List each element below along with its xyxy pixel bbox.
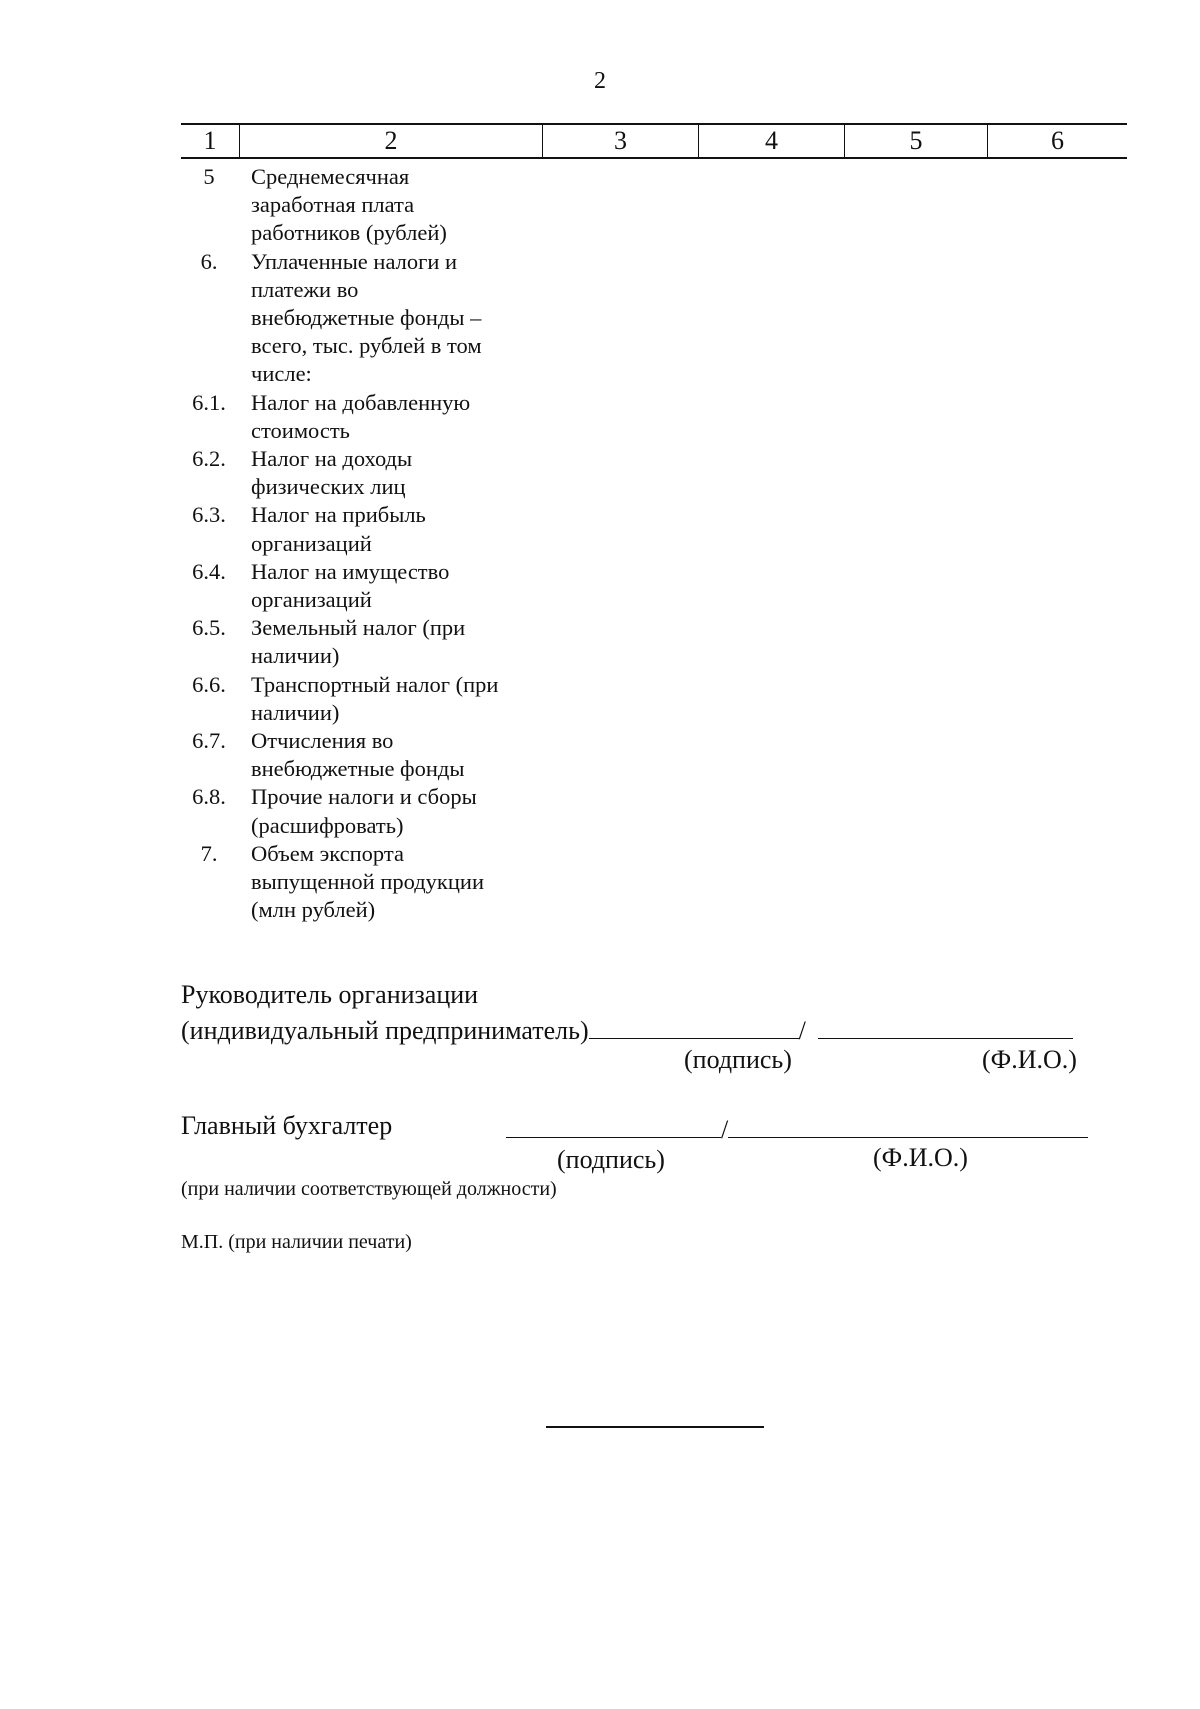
row-label: Транспортный налог (при наличии): [251, 671, 499, 725]
table-header-row: [181, 123, 1127, 159]
table-header-cell: 1: [181, 125, 240, 157]
head-separator: /: [798, 1016, 806, 1045]
accountant-separator: /: [721, 1115, 729, 1144]
head-name-field[interactable]: [818, 1012, 1073, 1039]
table-row: [181, 445, 741, 501]
accountant-signature-field[interactable]: [506, 1111, 721, 1138]
row-label: Налог на доходы физических лиц: [251, 446, 413, 500]
row-label: Налог на имущество организаций: [251, 558, 450, 613]
head-title-line2: [181, 1012, 1073, 1046]
accountant-name-caption: (Ф.И.О.): [873, 1143, 968, 1172]
table-row: [181, 614, 741, 670]
table-body: [181, 163, 741, 924]
end-rule: [546, 1426, 764, 1428]
table-header-cell: 3: [543, 125, 699, 157]
accountant-note: (при наличии соответствующей должности): [181, 1178, 557, 1200]
row-label: Налог на прибыль организаций: [251, 502, 426, 556]
row-number: 5: [203, 164, 215, 189]
row-number: 6.7.: [192, 728, 226, 754]
table-header-cell: 6: [1051, 126, 1064, 155]
table-header-cell: 4: [699, 125, 845, 157]
head-signature-field[interactable]: [589, 1012, 799, 1039]
row-label: Отчисления во внебюджетные фонды: [251, 728, 465, 782]
table-header-cell: 5: [845, 125, 988, 157]
row-number: 6.1.: [192, 389, 226, 415]
table-row: [181, 558, 741, 614]
table-row: [181, 727, 741, 783]
row-number: 6.5.: [192, 615, 226, 641]
head-signature-caption: (подпись): [684, 1045, 792, 1074]
row-label: Объем экспорта выпущенной продукции (млн рублей): [251, 840, 484, 923]
accountant-title: Главный бухгалтер: [181, 1111, 393, 1140]
row-number: 6.8.: [192, 784, 226, 810]
accountant-signature-caption: (подпись): [557, 1145, 665, 1174]
table-row: [181, 501, 741, 557]
row-number: 7.: [200, 840, 218, 866]
row-number: 6.6.: [192, 671, 226, 697]
row-number: 6.3.: [192, 502, 226, 528]
page-number: 2: [594, 68, 606, 94]
row-label: Прочие налоги и сборы (расшифровать): [251, 784, 477, 838]
table-row: [181, 840, 741, 925]
row-number: 6.2.: [192, 446, 226, 472]
row-label: Среднемесячная заработная плата работников (рублей): [251, 164, 447, 246]
table-row: [181, 671, 741, 727]
table-row: [181, 389, 741, 445]
table-header-cell: 2: [240, 125, 543, 157]
table-row: [181, 783, 741, 839]
table-row: [181, 163, 741, 248]
row-number: 6.: [200, 248, 218, 274]
row-label: Налог на добавленную стоимость: [251, 389, 471, 443]
row-number: 6.4.: [192, 558, 226, 584]
accountant-name-field[interactable]: [728, 1111, 1088, 1138]
table-row: [181, 248, 741, 389]
head-title-text: (индивидуальный предприниматель): [181, 1016, 589, 1045]
row-label: Земельный налог (при наличии): [251, 615, 466, 669]
head-name-caption: (Ф.И.О.): [982, 1045, 1077, 1074]
stamp-note: М.П. (при наличии печати): [181, 1231, 412, 1253]
head-title: Руководитель организации: [181, 980, 479, 1009]
accountant-fields: [506, 1111, 1088, 1145]
row-label: Уплаченные налоги и платежи во внебюджетные фонды – всего, тыс. рублей в том числе:: [251, 248, 482, 387]
